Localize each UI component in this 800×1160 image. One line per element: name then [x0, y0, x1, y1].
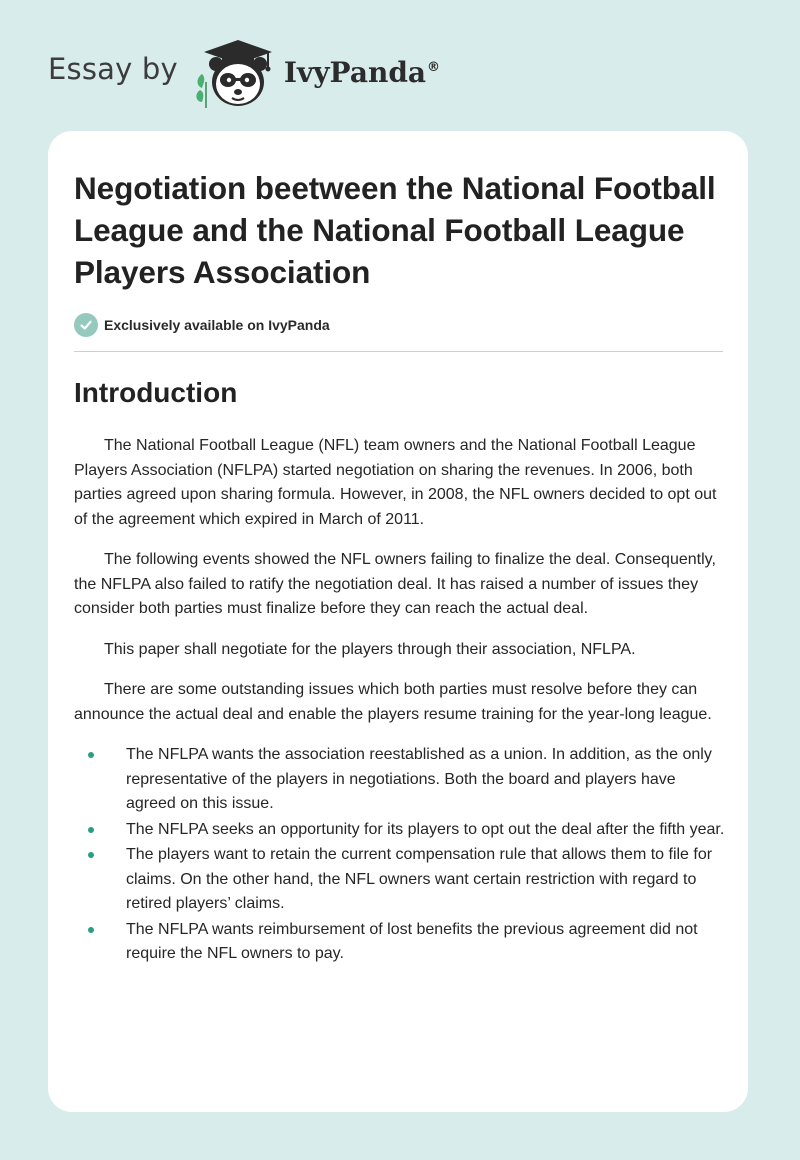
bullet-dot-icon	[88, 852, 94, 858]
brand-prefix: Essay by	[48, 52, 178, 86]
list-item	[74, 918, 726, 967]
title-divider	[74, 351, 723, 352]
essay-card	[48, 131, 748, 1112]
brand-name-text: IvyPanda	[283, 55, 427, 89]
paragraph: This paper shall negotiate for the players through their association, NFLPA.	[104, 640, 636, 658]
panda-graduate-icon	[192, 30, 280, 110]
section-heading: Introduction	[74, 377, 238, 408]
exclusive-label: Exclusively available on IvyPanda	[104, 317, 330, 333]
paragraph: The National Football League (NFL) team owners and the National Football League Players Association (NFLPA) started negotiation on sharing the revenues. In 2006, both parties agreed upon sharing formula. However, in 2008, the NFL owners decided to opt out of the agreement which expired in March of 2011.	[74, 437, 717, 528]
registered-mark: ®	[427, 60, 441, 76]
list-item-text: The NFLPA wants the association reestablished as a union. In addition, as the only representative of the players in negotiations. Both the board and players have agreed on this issue.	[126, 746, 712, 812]
exclusive-badge	[74, 313, 722, 337]
list-item-text: The players want to retain the current compensation rule that allows them to file for claims. On the other hand, the NFL owners want certain restriction with regard to retired players’ claims.	[126, 846, 713, 912]
check-icon	[74, 313, 98, 337]
essay-title: Negotiation beetween the National Football League and the National Football League Players Association	[74, 170, 716, 290]
list-item	[74, 743, 726, 817]
brand-name	[284, 56, 440, 89]
bullet-dot-icon	[88, 752, 94, 758]
list-item	[74, 818, 726, 843]
ivy-leaf-icon	[196, 74, 206, 108]
brand-header[interactable]	[48, 30, 440, 110]
paragraph: There are some outstanding issues which both parties must resolve before they can announce the actual deal and enable the players resume training for the year-long league.	[74, 681, 712, 723]
list-item-text: The NFLPA wants reimbursement of lost benefits the previous agreement did not require the NFL owners to pay.	[126, 920, 698, 962]
bullet-dot-icon	[88, 927, 94, 933]
issues-list	[74, 743, 725, 967]
bullet-dot-icon	[88, 827, 94, 833]
paragraph: The following events showed the NFL owners failing to finalize the deal. Consequently, the NFLPA also failed to ratify the negotiation deal. It has raised a number of issues they consider both parties must finalize before they can reach the actual deal.	[74, 551, 716, 617]
list-item	[74, 843, 726, 917]
list-item-text: The NFLPA seeks an opportunity for its players to opt out the deal after the fifth year.	[126, 820, 725, 838]
intro-paragraphs	[74, 434, 722, 727]
